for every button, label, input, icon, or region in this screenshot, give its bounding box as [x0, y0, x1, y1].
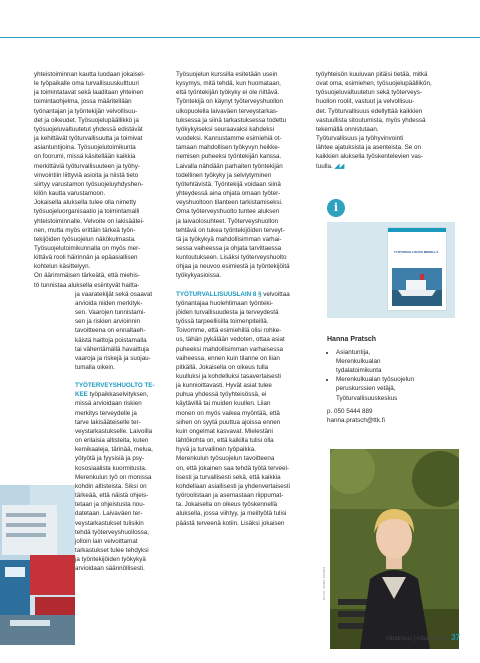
contact-phone: p. 050 5444 889 — [327, 407, 373, 415]
contact-box — [327, 335, 457, 425]
paragraph: työyhteisön kuuluvan pitäisi tietää, mitkä ovat oma, esimiehen, työsuojelupäällikön, työsuojeluvaltuutetun sekä työterveys- huollon roolit, vastuut ja velvollisuu- det. Työturvallisuus edellyttää kaikkien vastuullista sitoutumista, myös yhdessä tekemällä onnistutaan. — [316, 71, 432, 133]
book-title: TYÖTURVALLISUUS MERELLÄ — [394, 250, 439, 254]
magazine-name: Albatrossi | Albatrossen — [385, 636, 449, 642]
ship-image — [0, 485, 75, 645]
contact-roles — [327, 348, 457, 403]
photo-credit: KUVA: ANNE SIRKIÄ — [322, 566, 326, 600]
text-column-2 — [176, 70, 320, 528]
paragraph: Jokaisella aluksella tulee olla nimetty työsuojeluorganisaatio ja toimintamalli yhteistoiminnalle. Velvoite on lakisäätei- nen, mutta myös erittäin tärkeä työn- tekijöiden työsuojelun näkökulmasta. Työsuojelutoimikunnalla on myös mer- kittävä rooli häirinnän ja epäasiallisen kohtelun käsittelyyn. — [34, 199, 145, 271]
info-box — [327, 222, 455, 318]
page-number: 37 — [451, 633, 460, 642]
paragraph: ja vaaratekijät sekä osaavat arvioida niiden merkityk- sen. Vaarojen tunnistami- sen ja riskien arvioinnin tavoitteena on ennaltaeh- käistä haittoja poistamalla tai vähentämällä havaittuja vaaroja ja riskejä ja suojau- tumalla oikein. — [75, 290, 153, 371]
paragraph: Merenkulun työsuojelun tavoitteena on, että jokainen saa tehdä työtä terveel- lisesti ja turvallisesti sekä, että kaikkia kohdellaan asiallisesti ja yhdenvertaisesti työroolistaan ja asemastaan riippumat- ta. Jokaisella on oikeus työskennellä aluksella, jossa viihtyy, ja meiltyötä tulisi päästä terveenä kotiin. Lisäksi jokaisen — [176, 455, 290, 527]
list-item: • Asiantuntija, Merenkulkualan tydalatoimikunta — [336, 348, 457, 375]
paragraph: Työsuojelun kurssilla esitetään usein kysymys, mitä tehdä, kun huomataan, että työntekijän työkyky ei ole riittävä. Työntekijä on käynyt työterveyshuollon ulkopuolella laivaväen terveystarkas- tuksessa ja siinä tarkastuksessa todettu työkykyiseksi seuraavaksi kahdeksi vuodeksi. Kannustamme esimiehiä ot- tamaan mahdollisen työkyvyn heikke- nemisen puheeksi työntekijän kanssa. Laivalla nähdään parhaiten työntekijän todellinen työkyky ja selviytyminen työtehtävistä. Työntekijä voidaan siinä yhteydessä aina ohjata omaan työter- veyshuoltoon tilanteen tarkistamiseksi. Oma työterveyshuolto tuntee aluksen ja laivaolosuhteet. Työterveyshuollon tehtävä on tukea työntekijöiden terveyt- tä ja työkykyä mahdollisimman varhai- sessa vaiheessa ja ohjata tarvittaessa kuntoutukseen. Lisäksi työterveyshuolto ohjaa ja neuvoo esimiestä ja työntekijöitä työkykyasioissa. — [176, 71, 290, 280]
contact-name: Hanna Pratsch — [327, 336, 377, 343]
contact-email[interactable]: hanna.pratsch@ttk.fi — [327, 416, 385, 424]
paragraph: TYÖTERVEYSHUOLTO TE- KEE työpaikkaselvityksen, missä arvioidaan riskien merkitys terveydelle ja tarve lakisääteiselle ter- veystarkastukselle. Laivoilla on erilaisia altisteita, kuten kemikaaleja, tärinää, melua, yötyötä ja fyysisiä ja psy- kososiaalista kuormitusta. Merenkulun työ on monissa kohdin altisteista. Siksi on tärkeää, että näistä ohjeis- tetaan ja ohjeistusta nou- datetaan. Laivaväen ter- veystarkastukset tulisikin tehdä työterveyshuollossa, jolloin lain velvoittamat tarkastukset tulee tehdyksi ja työntekijöiden työkykyä arvioidaan säännöllisesti. — [75, 382, 155, 573]
book-cover — [388, 228, 446, 310]
paragraph: TYÖTURVALLISUUSLAIN 8 § velvoittaa työnantajaa huolehtimaan työnteki- jöiden turvallisuudesta ja terveydestä työssä tarpeellisilla toimenpiteillä. Toivomme, että esimiehillä olisi rohke- us, tähän pykälään vedoten, ottaa asiat puheeksi mahdollisimman varhaisessa vaiheessa, ennen kuin tilanne on liian pitkällä. Jokaisella on oikeus tulla kuulluksi ja kohdelluksi tasavertaisesti ja kunnioittavasti. Hyvät asiat tulee puhua yhdessä työyhteisössä, ei käytävillä tai muiden kuullen. Liian monen on myös vaikea myöntää, että siihen on syytä puuttua ajoissa ennen kuin ongelmat kasvavat. Mielestäni lähtökohta on, että kaikilla tulisi olla hyvä ja turvallinen työpaikka. — [176, 290, 290, 454]
paragraph: Työturvallisuus ja työhyvinvointi lähtee ajatuksista ja asenteista. Se on kaikkien aluksella työskentelevien vas- tuulla. ◢◢ — [316, 135, 423, 170]
text-column-3 — [316, 70, 446, 171]
portrait-photo — [330, 449, 459, 649]
paragraph: yhteistoiminnan kautta luodaan jokaisel- le työpaikalle oma turvallisuuskulttuuri ja toimintatavat sekä laaditaan yhteinen toimintaohjelma, jossa määritellään työnantajan ja työntekijän velvollisuu- det ja oikeudet. Työsuojelupäällikkö ja työsuojeluvaltuutetut yhdessä edistävät ja kehittävät työturvallisuutta ja toimivat asiantuntijoina. Työsuojelutoimikunta on foorumi, missä käsitellään kaikkia merkittäviä työturvallisuuteen ja työhy- vinvointiin liittyviä asioita ja niistä tieto siirtyy varustamon työsuojeluyhdyshen- kilön kautta varustamoon. — [34, 71, 145, 198]
list-item: • Merenkulkualan työsuojelun peruskurssien vetäjä, Työturvallisuuskeskus — [336, 375, 457, 402]
info-icon: i — [327, 199, 345, 217]
subheading: TYÖTURVALLISUUSLAIN 8 § — [176, 290, 262, 298]
end-mark-icon: ◢◢ — [334, 162, 345, 170]
top-rule — [0, 37, 480, 38]
page-footer — [386, 633, 461, 642]
book-ship-illustration — [392, 268, 442, 306]
subheading: TYÖTERVEYSHUOLTO TE- KEE — [75, 382, 155, 399]
paragraph: On äärimmäisen tärkeätä, että miehis- tö tunnistaa aluksella esiintyvät haitta- — [34, 272, 140, 289]
